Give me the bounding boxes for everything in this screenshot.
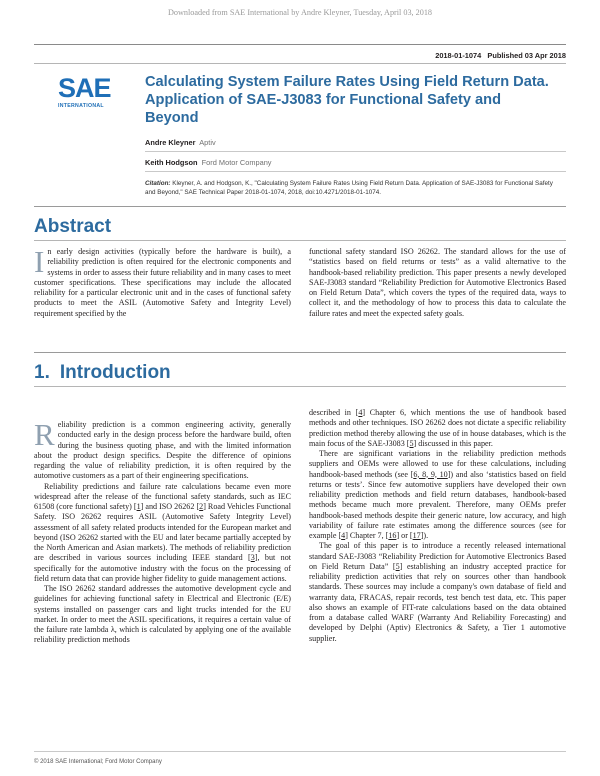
reference-link[interactable]: 4: [358, 408, 363, 417]
paragraph: Reliability predictions and failure rate calculations became even more widespread after the release of the functional safety standards, such as IEC 61508 (core functional safety) [1] and ISO 26262 [2] Road Vehicles Functional Safety. ISO 26262 requires ASIL (Automotive Safety Integrity Level) assessment of all safety related products intended for the European market and beyond (ISO 26262 started with the EU and later became partially accepted by the North American and Asian markets). The methods of reliability prediction are described in various sources including IEEE standard [3], but not specifically for the automotive industry with the focus on the processing of field return data that can provide higher fidelity to guide management actions.: [34, 481, 291, 583]
intro-right-column: [309, 408, 566, 644]
abstract-text: functional safety standard ISO 26262. The standard allows for the use of “statistics based on field returns or tests” as a valid alternative to the handbook-based reliability prediction. This paper presents a newly developed SAE-J3083 standard “Reliability Prediction for Automotive Electronics Based on Field Return Data”, which covers the types of the required data, ways to collect it, and the methodology of how to process this data to calculate the failure rates and meet the expected safety goals.: [309, 247, 566, 318]
citation: [145, 179, 555, 197]
section-heading-rule: [34, 386, 566, 387]
author-line-1: [145, 138, 555, 147]
header-rule: [34, 44, 566, 45]
citation-label: Citation:: [145, 180, 171, 187]
paragraph: There are significant variations in the reliability prediction methods suppliers and OEMs were allowed to use for these calculations, including handbook-based methods (see [6, 8, 9, 10]) and also ‘statistics based on field returns or tests’. Since few automotive suppliers have developed their own reliability prediction methods and field return databases, handbook-based methods became much more prevalent. Therefore, many OEMs prefer handbook-based methods despite their generic nature, low accuracy, and high variability of failure rate estimates among the difference sources (see for example [4] Chapter 7, [16] or [17]).: [309, 449, 566, 540]
logo-word: SAE: [58, 73, 111, 103]
reference-link[interactable]: 2: [199, 502, 204, 511]
paper-meta: [330, 51, 566, 60]
reference-link[interactable]: 5: [409, 438, 414, 448]
paper-title: Calculating System Failure Rates Using Field Return Data. Application of SAE-J3083 for Functional Safety and Beyond: [145, 74, 549, 126]
reference-link[interactable]: 3: [250, 553, 255, 563]
author-rule: [145, 151, 566, 152]
footer-rule: [34, 751, 566, 752]
author-name: Andre Kleyner: [145, 138, 196, 147]
author-rule: [145, 171, 566, 172]
author-line-2: [145, 158, 555, 167]
section-title: Introduction: [59, 362, 171, 383]
paper-number: 2018-01-1074: [435, 51, 482, 60]
paragraph: The ISO 26262 standard addresses the automotive development cycle and guidelines for achieving functional safety in Electrical and Electronic (E/E) systems installed on passenger cars and light trucks intended for the EU market. In order to meet the ASIL specifications, it requires a certain value of the failure rate lambda λ, which is calculated by applying one of the available reliability prediction methods: [34, 584, 291, 645]
abstract-heading: Abstract: [34, 216, 112, 237]
paragraph: The goal of this paper is to introduce a recently released international standard SAE-J3083 “Reliability Prediction for Automotive Electronics Based on Field Return Data” [5] establishing an industry accepted practice for reliability prediction activities that rely on sources other than handbook standards. These sources may include a company's own database of field and warranty data, FRACAS, repair records, test bench test data, etc. This paper also shows an example of FIT-rate calculations based on the data obtained from a database called WARF (Warranty And Reliability Forecasting) and developed by Delphi (Aptiv) Electronics & Safety, a Tier 1 automotive supplier.: [309, 541, 566, 643]
reference-link[interactable]: 16: [388, 531, 397, 540]
section-number: 1.: [34, 362, 50, 383]
download-watermark: Downloaded from SAE International by Andre Kleyner, Tuesday, April 03, 2018: [167, 8, 433, 17]
drop-cap: I: [34, 244, 45, 279]
author-name: Keith Hodgson: [145, 158, 198, 167]
reference-link[interactable]: 1: [136, 502, 141, 511]
publish-date: Published 03 Apr 2018: [487, 51, 566, 60]
logo-subtitle: INTERNATIONAL: [58, 103, 104, 109]
sae-logo: [58, 75, 122, 115]
reference-link[interactable]: 4: [341, 531, 346, 540]
section-heading: [34, 362, 171, 384]
abstract-right-column: [309, 247, 566, 319]
reference-link[interactable]: 6, 8, 9, 10: [413, 469, 448, 479]
intro-left-column: [34, 417, 291, 646]
meta-rule: [34, 63, 566, 64]
abstract-rule: [34, 240, 566, 241]
section-rule: [34, 352, 566, 353]
author-affiliation: Ford Motor Company: [201, 158, 272, 167]
footer: © 2018 SAE International; Ford Motor Company: [34, 759, 162, 765]
citation-rule: [34, 206, 566, 207]
drop-cap: R: [34, 417, 55, 452]
paragraph: eliability prediction is a common engineering activity, generally conducted early in the design process before the hardware build, often during the business quoting phase, and with the limited information about the product design specifics. Despite the difference of opinions regarding the value of reliability prediction, it is often required by the automotive customers as a part of their engineering specifications.: [34, 420, 291, 481]
paragraph: described in [4] Chapter 6, which mentions the use of handbook based methods and other techniques. ISO 26262 does not dictate a specific reliability prediction method thereby allowing the use of in house databases, which is the main focus of the SAE-J3083 [5] discussed in this paper.: [309, 408, 566, 448]
reference-link[interactable]: 17: [412, 531, 421, 540]
reference-link[interactable]: 5: [395, 561, 400, 571]
author-affiliation: Aptiv: [199, 138, 216, 147]
abstract-left-column: [34, 244, 291, 319]
abstract-text: n early design activities (typically before the hardware is built), a reliability prediction is often required for the electronic components and systems in order to assess their future reliability and in many cases to meet customer specifications. These specifications may include the allocated reliability for a particular electronic unit and in the cases of functional safety products to meet the ASIL (Automotive Safety and Integrity Level) requirement specified by the: [34, 247, 291, 318]
citation-text: Kleyner, A. and Hodgson, K., "Calculating System Failure Rates Using Field Return Data. Application of SAE-J3083 for Functional Safety and Beyond," SAE Technical Paper 2018-01-1074, 2018, doi:10.4271/2018-01-1074.: [145, 180, 553, 196]
